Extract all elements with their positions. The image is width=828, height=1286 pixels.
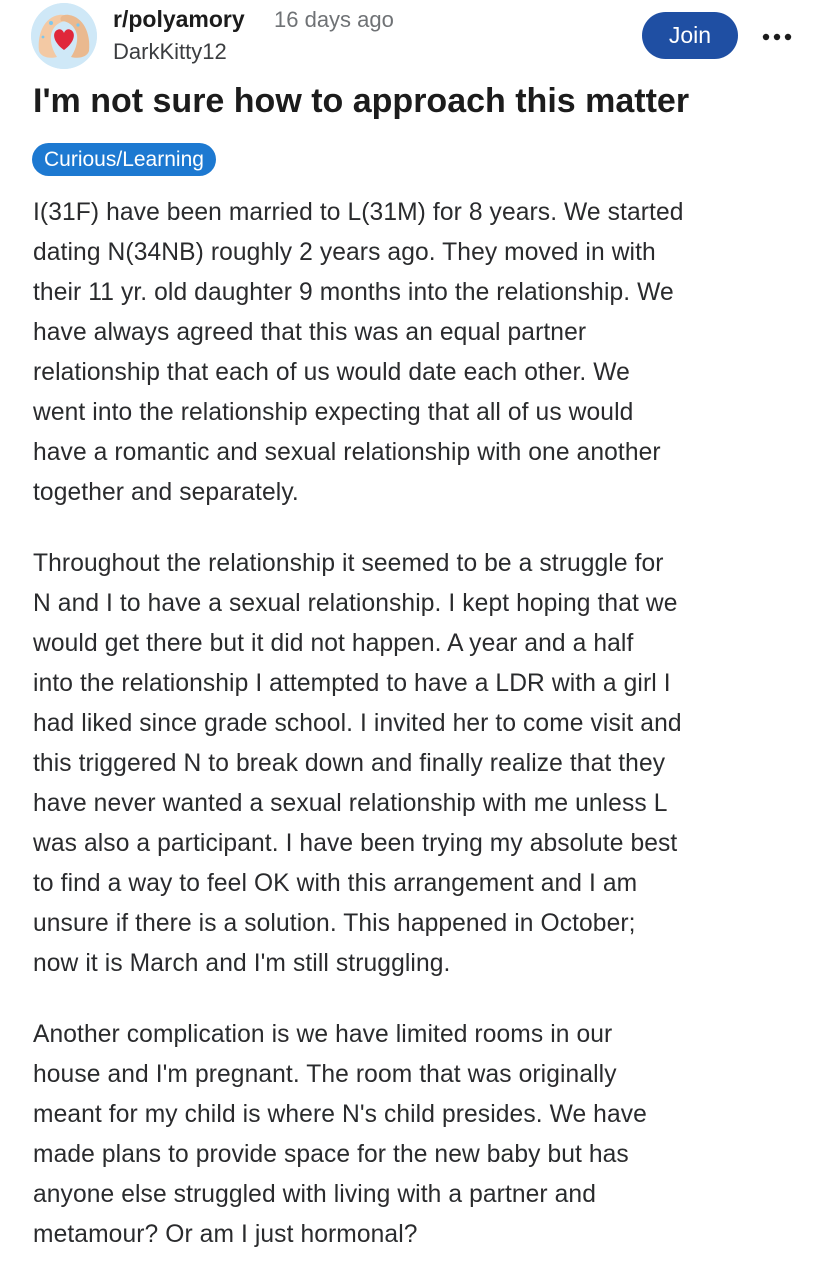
body-line: unsure if there is a solution. This happened in October; [33, 910, 636, 937]
post-flair-badge[interactable]: Curious/Learning [32, 143, 216, 176]
post-header [0, 0, 828, 80]
join-button[interactable]: Join [642, 12, 738, 59]
body-line: had liked since grade school. I invited her to come visit and [33, 710, 682, 737]
heart-hands-icon [31, 3, 97, 69]
body-line: together and separately. [33, 479, 299, 506]
body-line: Throughout the relationship it seemed to be a struggle for [33, 550, 664, 577]
body-line: anyone else struggled with living with a partner and [33, 1181, 596, 1208]
body-line: to find a way to feel OK with this arrangement and I am [33, 870, 638, 897]
post-body [33, 193, 803, 1286]
body-line: Another complication is we have limited rooms in our [33, 1021, 613, 1048]
body-line: made plans to provide space for the new baby but has [33, 1141, 629, 1168]
body-line: this triggered N to break down and finally realize that they [33, 750, 666, 777]
body-line: went into the relationship expecting that all of us would [33, 399, 634, 426]
more-horizontal-icon[interactable] [762, 30, 792, 42]
body-line: now it is March and I'm still struggling. [33, 950, 451, 977]
body-paragraph [33, 193, 803, 513]
body-paragraph [33, 1015, 803, 1255]
body-line: their 11 yr. old daughter 9 months into the relationship. We [33, 279, 674, 306]
body-line: have never wanted a sexual relationship with me unless L [33, 790, 668, 817]
author-username[interactable]: DarkKitty12 [113, 39, 227, 64]
body-line: would get there but it did not happen. A year and a half [33, 630, 634, 657]
body-line: house and I'm pregnant. The room that was originally [33, 1061, 617, 1088]
subreddit-name[interactable]: r/polyamory [113, 6, 245, 32]
subreddit-avatar[interactable] [31, 3, 97, 69]
body-line: I(31F) have been married to L(31M) for 8 years. We started [33, 199, 684, 226]
body-line: metamour? Or am I just hormonal? [33, 1221, 418, 1248]
body-line: meant for my child is where N's child presides. We have [33, 1101, 647, 1128]
body-line: have a romantic and sexual relationship with one another [33, 439, 661, 466]
post-timestamp: 16 days ago [274, 7, 394, 32]
body-line: was also a participant. I have been trying my absolute best [33, 830, 678, 857]
post-title: I'm not sure how to approach this matter [33, 82, 690, 120]
body-line: dating N(34NB) roughly 2 years ago. They moved in with [33, 239, 656, 266]
body-line: relationship that each of us would date each other. We [33, 359, 630, 386]
body-line: into the relationship I attempted to have a LDR with a girl I [33, 670, 671, 697]
body-paragraph [33, 544, 803, 984]
body-line: have always agreed that this was an equal partner [33, 319, 587, 346]
body-line: N and I to have a sexual relationship. I kept hoping that we [33, 590, 678, 617]
